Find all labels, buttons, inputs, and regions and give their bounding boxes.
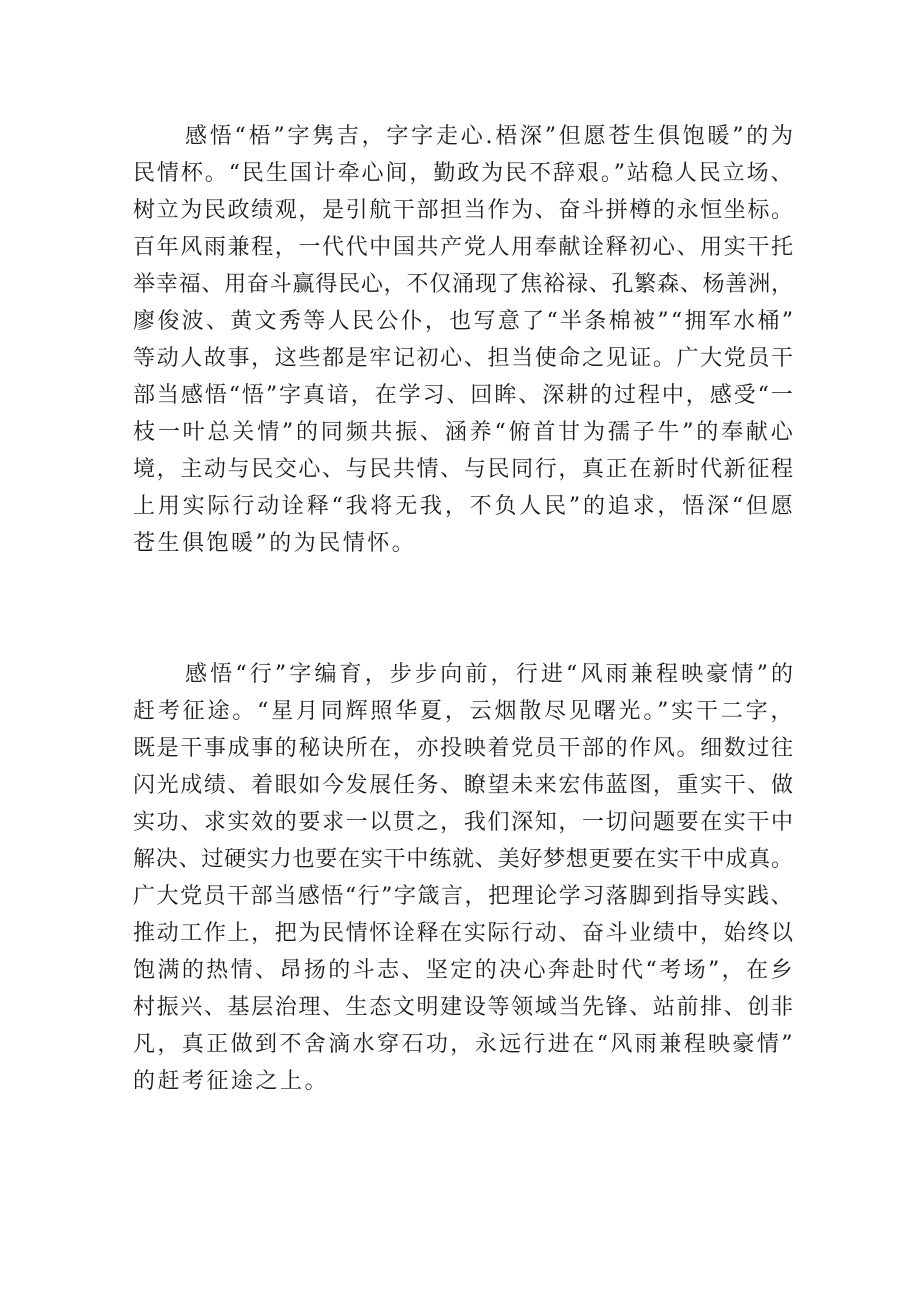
paragraph-line: 凡，真正做到不舍滴水穿石功，永远行进在“风雨兼程映豪情”	[133, 1032, 795, 1057]
paragraph-line: 实功、求实效的要求一以贯之，我们深知，一切问题要在实干中	[133, 810, 795, 835]
paragraph-line: 广大党员干部当感悟“行”字箴言，把理论学习落脚到指导实践、	[133, 884, 795, 909]
paragraph-line: 上用实际行动诠释“我将无我，不负人民”的追求，悟深“但愿	[133, 494, 796, 519]
paragraph-line: 感悟“行”字编育，步步向前，行进“风雨兼程映豪情”的	[185, 662, 797, 687]
paragraph-line: 境，主动与民交心、与民共情、与民同行，真正在新时代新征程	[133, 457, 795, 482]
paragraph-line: 廖俊波、黄文秀等人民公仆，也写意了“半条棉被”“拥军水桶”	[133, 309, 796, 334]
paragraph-line: 百年风雨兼程，一代代中国共产党人用奉献诠释初心、用实干托	[133, 235, 795, 260]
paragraph-line: 既是干事成事的秘诀所在，亦投映着党员干部的作风。细数过往	[133, 736, 795, 761]
paragraph-line: 解决、过硬实力也要在实干中练就、美好梦想更要在实干中成真。	[133, 847, 794, 872]
paragraph-line: 赶考征途。“星月同辉照华夏，云烟散尽见曙光。”实干二字，	[133, 699, 796, 724]
paragraph-line: 村振兴、基层治理、生态文明建设等领域当先锋、站前排、创非	[133, 995, 795, 1020]
paragraph-line: 闪光成绩、着眼如今发展任务、瞭望未来宏伟蓝图，重实干、做	[133, 773, 795, 798]
paragraph-line: 饱满的热情、昂扬的斗志、坚定的决心奔赴时代“考场”，在乡	[133, 958, 795, 983]
paragraph-line: 枝一叶总关情”的同频共振、涵养“俯首甘为孺子牛”的奉献心	[133, 420, 796, 445]
paragraph-line: 感悟“梧”字隽吉，字字走心.梧深”但愿苍生俱饱暖”的为	[185, 124, 796, 149]
paragraph-line: 部当感悟“悟”字真谙，在学习、回眸、深耕的过程中，感受“一	[133, 383, 795, 408]
paragraph-line: 的赶考征途之上。	[133, 1069, 330, 1094]
paragraph-line: 推动工作上，把为民情怀诠释在实际行动、奋斗业绩中，始终以	[133, 921, 795, 946]
paragraph-line: 苍生俱饱暖”的为民情怀。	[133, 531, 417, 556]
paragraph-line: 民情杯。“民生国计牵心间，勤政为民不辞艰。”站稳人民立场、	[133, 161, 795, 186]
paragraph-line: 等动人故事，这些都是牢记初心、担当使命之见证。广大党员干	[133, 346, 795, 371]
paragraph-line: 举幸福、用奋斗赢得民心，不仅涌现了焦裕禄、孔繁森、杨善洲，	[133, 272, 794, 297]
paragraph-line: 树立为民政绩观，是引航干部担当作为、奋斗拼樽的永恒坐标。	[133, 198, 795, 223]
